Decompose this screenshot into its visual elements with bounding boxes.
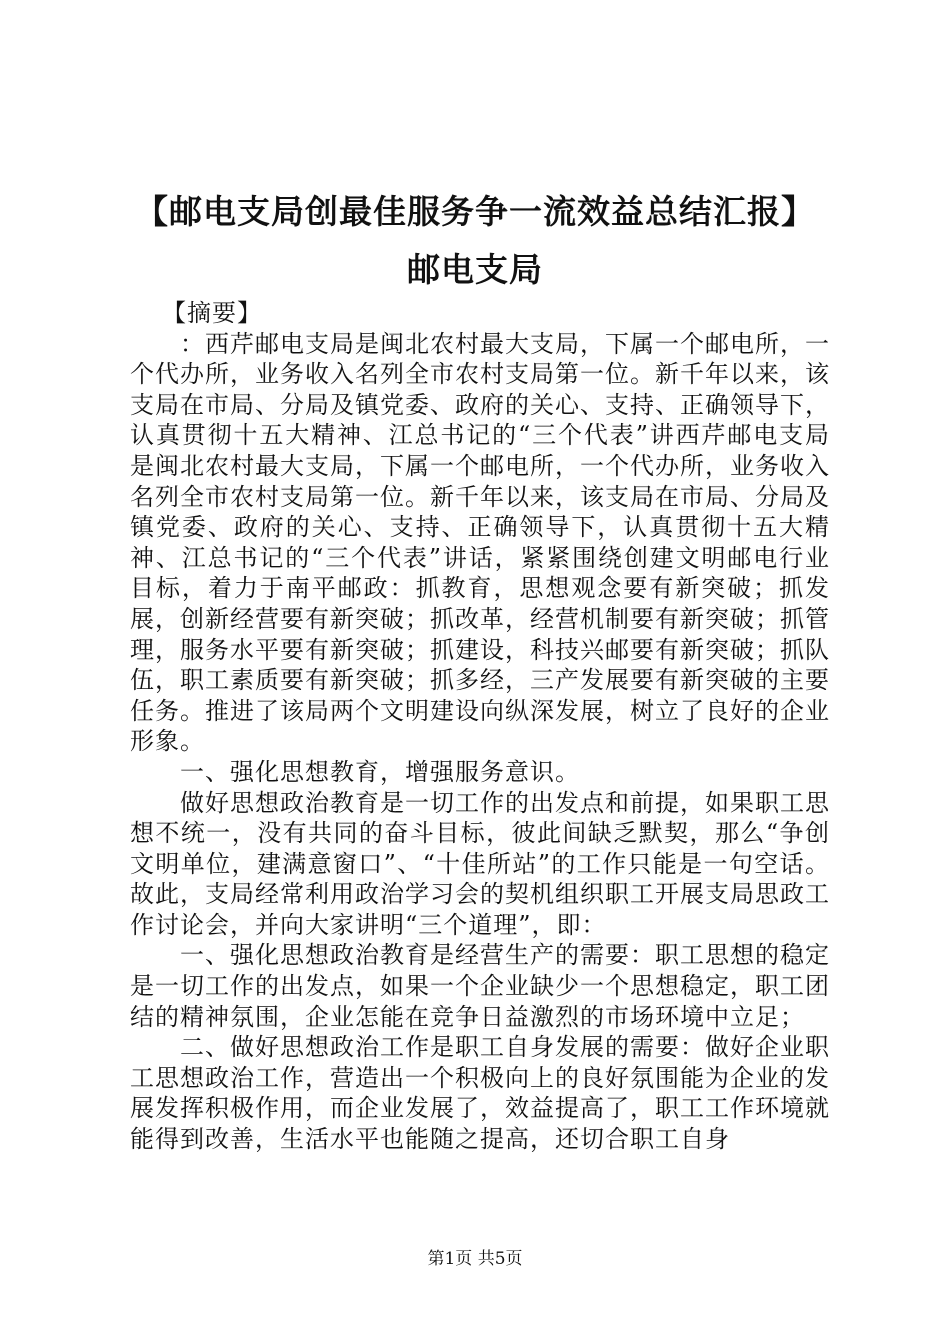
page-number: 第1页 共5页 [427, 1249, 523, 1269]
document-title: 【邮电支局创最佳服务争一流效益总结汇报】 [135, 192, 815, 231]
body-paragraph: 一、强化思想政治教育是经营生产的需要：职工思想的稳定是一切工作的出发点，如果一个企业缺少一个思想稳定，职工团结的精神氛围，企业怎能在竞争日益激烈的市场环境中立足； [130, 941, 830, 1031]
abstract-label: 【摘要】 [162, 299, 262, 327]
body-paragraph: 做好思想政治教育是一切工作的出发点和前提，如果职工思想不统一，没有共同的奋斗目标，彼此间缺乏默契，那么“争创文明单位，建满意窗口”、“十佳所站”的工作只能是一句空话。故此，支局经常利用政治学习会的契机组织职工开展支局思政工作讨论会，并向大家讲明“三个道理”，即： [130, 788, 830, 939]
section-heading: 一、强化思想教育，增强服务意识。 [180, 757, 580, 786]
document-body [130, 298, 830, 1155]
abstract-paragraph: ：西芹邮电支局是闽北农村最大支局，下属一个邮电所，一个代办所，业务收入名列全市农村支局第一位。新千年以来，该支局在市局、分局及镇党委、政府的关心、支持、正确领导下，认真贯彻十五大精神、江总书记的“三个代表”讲西芹邮电支局是闽北农村最大支局，下属一个邮电所，一个代办所，业务收入名列全市农村支局第一位。新千年以来，该支局在市局、分局及镇党委、政府的关心、支持、正确领导下，认真贯彻十五大精神、江总书记的“三个代表”讲话，紧紧围绕创建文明邮电行业目标，着力于南平邮政：抓教育，思想观念要有新突破；抓发展，创新经营要有新突破；抓改革，经营机制要有新突破；抓管理，服务水平要有新突破；抓建设，科技兴邮要有新突破；抓队伍，职工素质要有新突破；抓多经，三产发展要有新突破的主要任务。推进了该局两个文明建设向纵深发展，树立了良好的企业形象。 [130, 329, 830, 756]
document-subtitle: 邮电支局 [407, 250, 543, 289]
body-paragraph: 二、做好思想政治工作是职工自身发展的需要：做好企业职工思想政治工作，营造出一个积极向上的良好氛围能为企业的发展发挥积极作用，而企业发展了，效益提高了，职工工作环境就能得到改善，生活水平也能随之提高，还切合职工自身 [130, 1033, 830, 1154]
